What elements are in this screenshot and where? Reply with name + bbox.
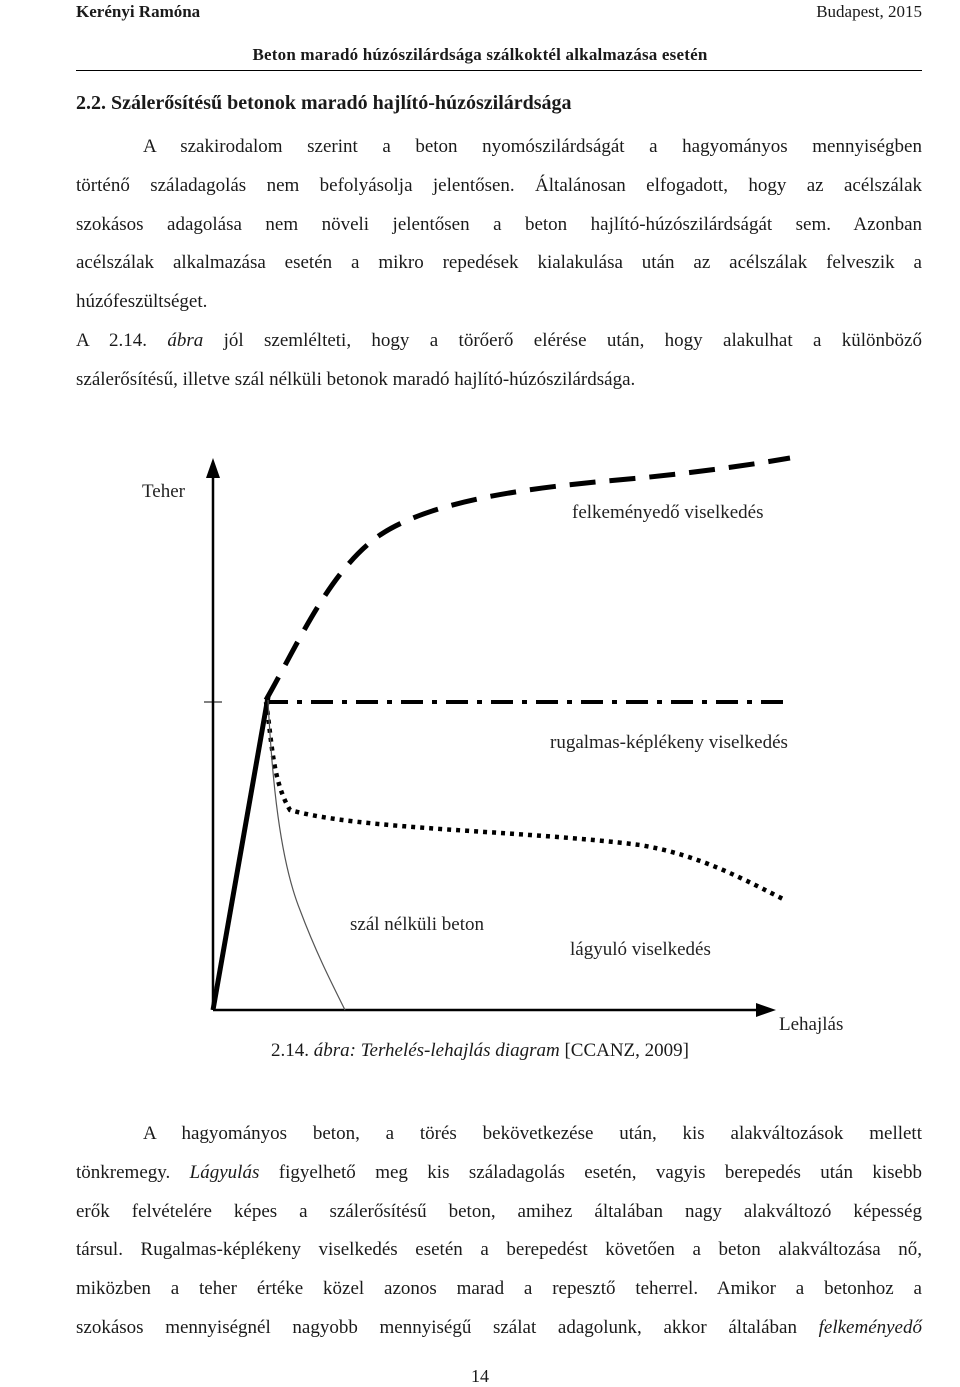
paragraph-1-line-5: húzófeszültséget. — [76, 291, 208, 313]
paragraph-1-line-1: A szakirodalom szerint a beton nyomószilárdságát a hagyományos mennyiségben — [143, 136, 922, 157]
figure-reference: ábra — [167, 330, 204, 351]
paragraph-2-line-1-rest: jól szemlélteti, hogy a törőerő elérése után, hogy alakulhat a különböző — [203, 330, 922, 351]
caption-number: 2.14. — [270, 1040, 314, 1061]
paragraph-2-line-2: szálerősítésű, illetve szál nélküli betonok maradó hajlító-húzószilárdsága. — [76, 368, 636, 390]
paragraph-3 — [76, 1115, 922, 1348]
x-axis-arrow — [756, 1003, 776, 1017]
paragraph-1-line-4: acélszálak alkalmazása esetén a mikro repedések kialakulása után az acélszálak felveszik a — [76, 252, 922, 274]
page-number: 14 — [471, 1366, 489, 1386]
caption-reference: [CCANZ, 2009] — [559, 1040, 689, 1061]
paragraph-2-prefix: A 2.14. — [76, 330, 168, 351]
plastic-label: rugalmas-képlékeny viselkedés — [550, 732, 788, 753]
paragraph-3-line-6-a: szokásos mennyiségnél nagyobb mennyiségű szálat adagolunk, akkor általában — [76, 1316, 819, 1338]
paragraph-3-line-1: A hagyományos beton, a törés bekövetkezése után, kis alakváltozások mellett — [143, 1123, 922, 1144]
paragraph-1-line-2: történő száladagolás nem befolyásolja jelentősen. Általánosan elfogadott, hogy az acélszálak — [76, 174, 922, 196]
paragraph-3-line-5: miközben a teher értéke közel azonos marad a repesztő teherrel. Amikor a betonhoz a — [76, 1278, 922, 1300]
paragraph-3-line-2 — [76, 1154, 922, 1193]
paragraph-3-line-3: erők felvételére képes a szálerősítésű beton, amihez általában nagy alakváltozó képesség — [76, 1200, 922, 1222]
paragraph-1-line-3: szokásos adagolása nem növeli jelentősen a beton hajlító-húzószilárdságát sem. Azonban — [76, 213, 922, 235]
term-softening: Lágyulás — [189, 1161, 260, 1183]
term-hardening: felkeményedő — [818, 1316, 922, 1338]
elastic-segment — [213, 697, 268, 1010]
hardening-curve — [266, 458, 790, 700]
paragraph-3-line-2-b: figyelhető meg kis száladagolás esetén, vagyis berepedés után kisebb — [259, 1161, 922, 1183]
x-axis-label: Lehajlás — [779, 1014, 844, 1035]
y-axis-arrow — [206, 458, 220, 478]
header-place-year: Budapest, 2015 — [816, 2, 922, 21]
paragraph-3-line-4: társul. Rugalmas-képlékeny viselkedés esetén a berepedést követően a beton alakváltozása nő, — [76, 1239, 922, 1261]
plain-concrete-label: szál nélküli beton — [350, 914, 485, 935]
softening-label: lágyuló viselkedés — [570, 939, 711, 960]
header-thesis-title: Beton maradó húzószilárdsága szálkoktél alkalmazása esetén — [252, 45, 708, 64]
plain-concrete-curve — [268, 700, 345, 1010]
caption-title: ábra: Terhelés-lehajlás diagram — [313, 1040, 560, 1061]
paragraph-3-line-2-a: tönkremegy. — [76, 1161, 190, 1183]
figure-caption — [0, 1040, 960, 1062]
header-author: Kerényi Ramóna — [76, 2, 201, 21]
hardening-label: felkeményedő viselkedés — [572, 502, 764, 523]
y-axis-label: Teher — [142, 481, 185, 502]
section-heading: 2.2. Szálerősítésű betonok maradó hajlító-húzószilárdsága — [76, 92, 572, 114]
paragraph-3-line-6 — [76, 1309, 922, 1348]
